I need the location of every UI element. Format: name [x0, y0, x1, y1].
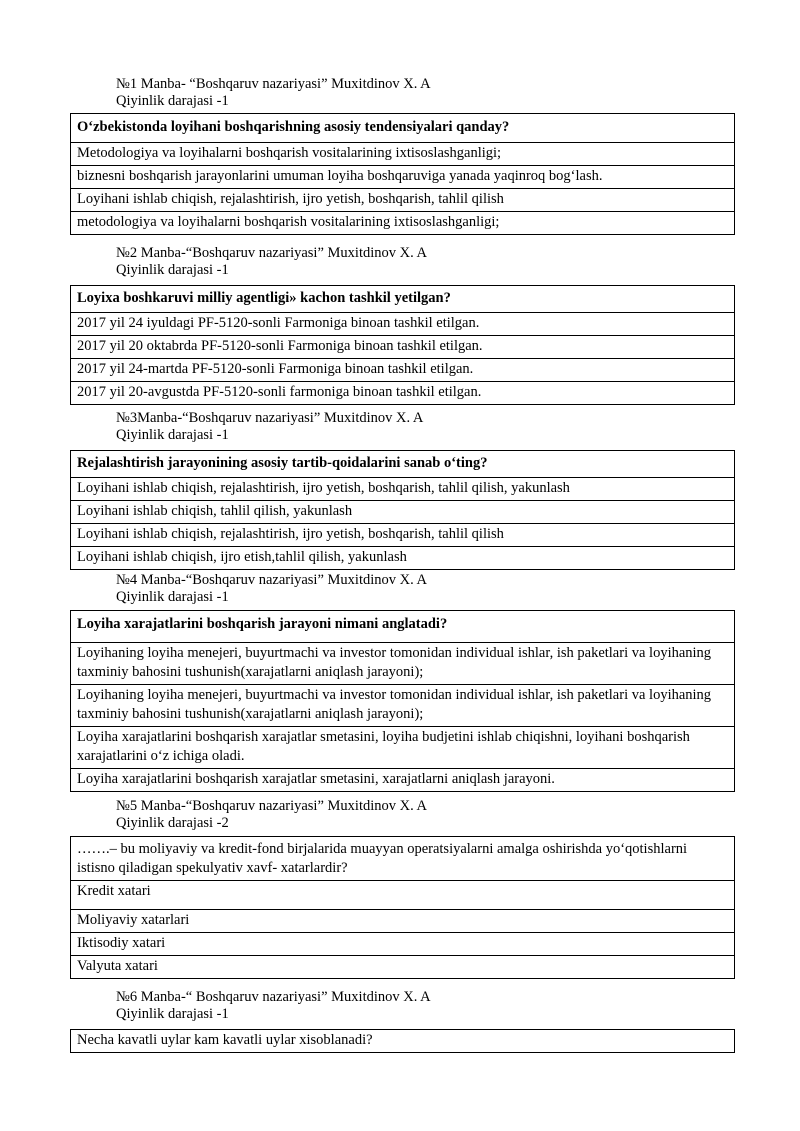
question-2-header — [0, 245, 800, 279]
answer-option: metodologiya va loyihalarni boshqarish vositalarining ixtisoslashganligi; — [71, 212, 735, 235]
answer-option: 2017 yil 24 iyuldagi PF-5120-sonli Farmoniga binoan tashkil etilgan. — [71, 313, 735, 336]
answer-option: Loyihani ishlab chiqish, rejalashtirish, ijro yetish, boshqarish, tahlil qilish — [71, 189, 735, 212]
answer-option: Loyihani ishlab chiqish, rejalashtirish, ijro yetish, boshqarish, tahlil qilish — [71, 524, 735, 547]
difficulty-line: Qiyinlik darajasi -1 — [116, 93, 229, 109]
question-text: Loyiha xarajatlarini boshqarish jarayoni nimani anglatadi? — [71, 611, 735, 643]
source-line: №6 Manba-“ Boshqaruv nazariyasi” Muxitdinov X. A — [116, 989, 431, 1005]
answer-option: Loyihaning loyiha menejeri, buyurtmachi va investor tomonidan individual ishlar, ish paketlari va loyihaning taxminiy bahosini tushunish(xarajatlarni aniqlash jarayoni); — [71, 643, 735, 685]
question-4-header — [0, 572, 800, 606]
answer-option: Metodologiya va loyihalarni boshqarish vositalarining ixtisoslashganligi; — [71, 143, 735, 166]
question-6-table — [70, 1029, 735, 1053]
difficulty-line: Qiyinlik darajasi -2 — [116, 815, 229, 831]
question-text: …….– bu moliyaviy va kredit-fond birjalarida muayyan operatsiyalarni amalga oshirishda yo‘qotishlarni istisno qiladigan spekulyativ xavf- xatarlardir? — [71, 837, 735, 881]
answer-option: Loyiha xarajatlarini boshqarish xarajatlar smetasini, xarajatlarni aniqlash jarayoni. — [71, 769, 735, 792]
answer-option: Loyihaning loyiha menejeri, buyurtmachi va investor tomonidan individual ishlar, ish paketlari va loyihaning taxminiy bahosini tushunish(xarajatlarni aniqlash jarayoni); — [71, 685, 735, 727]
difficulty-line: Qiyinlik darajasi -1 — [116, 1006, 229, 1022]
source-line: №1 Manba- “Boshqaruv nazariyasi” Muxitdinov X. A — [116, 76, 431, 92]
question-1-table — [70, 113, 735, 235]
answer-option: Valyuta xatari — [71, 956, 735, 979]
question-text: Loyixa boshkaruvi milliy agentligi» kachon tashkil yetilgan? — [71, 286, 735, 313]
source-line: №4 Manba-“Boshqaruv nazariyasi” Muxitdinov X. A — [116, 572, 428, 588]
source-line: №2 Manba-“Boshqaruv nazariyasi” Muxitdinov X. A — [116, 245, 428, 261]
answer-option: Loyihani ishlab chiqish, tahlil qilish, yakunlash — [71, 501, 735, 524]
question-text: O‘zbekistonda loyihani boshqarishning asosiy tendensiyalari qanday? — [71, 114, 735, 143]
question-text: Necha kavatli uylar kam kavatli uylar xisoblanadi? — [71, 1030, 735, 1053]
source-line: №5 Manba-“Boshqaruv nazariyasi” Muxitdinov X. A — [116, 798, 428, 814]
question-4-table — [70, 610, 735, 792]
question-5-table — [70, 836, 735, 979]
difficulty-line: Qiyinlik darajasi -1 — [116, 262, 229, 278]
answer-option: Loyihani ishlab chiqish, rejalashtirish, ijro yetish, boshqarish, tahlil qilish, yakunlash — [71, 478, 735, 501]
question-3-table — [70, 450, 735, 570]
question-1-header — [0, 76, 800, 110]
answer-option: Kredit xatari — [71, 881, 735, 910]
answer-option: Loyiha xarajatlarini boshqarish xarajatlar smetasini, loyiha budjetini ishlab chiqishni, loyihani boshqarish xarajatlarini o‘z ichiga oladi. — [71, 727, 735, 769]
answer-option: 2017 yil 24-martda PF-5120-sonli Farmoniga binoan tashkil etilgan. — [71, 359, 735, 382]
answer-option: biznesni boshqarish jarayonlarini umuman loyiha boshqaruviga yanada yaqinroq bog‘lash. — [71, 166, 735, 189]
answer-option: Moliyaviy xatarlari — [71, 910, 735, 933]
difficulty-line: Qiyinlik darajasi -1 — [116, 589, 229, 605]
answer-option: Iktisodiy xatari — [71, 933, 735, 956]
source-line: №3Manba-“Boshqaruv nazariyasi” Muxitdinov X. A — [116, 410, 424, 426]
difficulty-line: Qiyinlik darajasi -1 — [116, 427, 229, 443]
question-text: Rejalashtirish jarayonining asosiy tartib-qoidalarini sanab o‘ting? — [71, 451, 735, 478]
question-6-header — [0, 989, 800, 1023]
question-2-table — [70, 285, 735, 405]
answer-option: Loyihani ishlab chiqish, ijro etish,tahlil qilish, yakunlash — [71, 547, 735, 570]
answer-option: 2017 yil 20-avgustda PF-5120-sonli farmoniga binoan tashkil etilgan. — [71, 382, 735, 405]
question-5-header — [0, 798, 800, 832]
answer-option: 2017 yil 20 oktabrda PF-5120-sonli Farmoniga binoan tashkil etilgan. — [71, 336, 735, 359]
question-3-header — [0, 410, 800, 444]
